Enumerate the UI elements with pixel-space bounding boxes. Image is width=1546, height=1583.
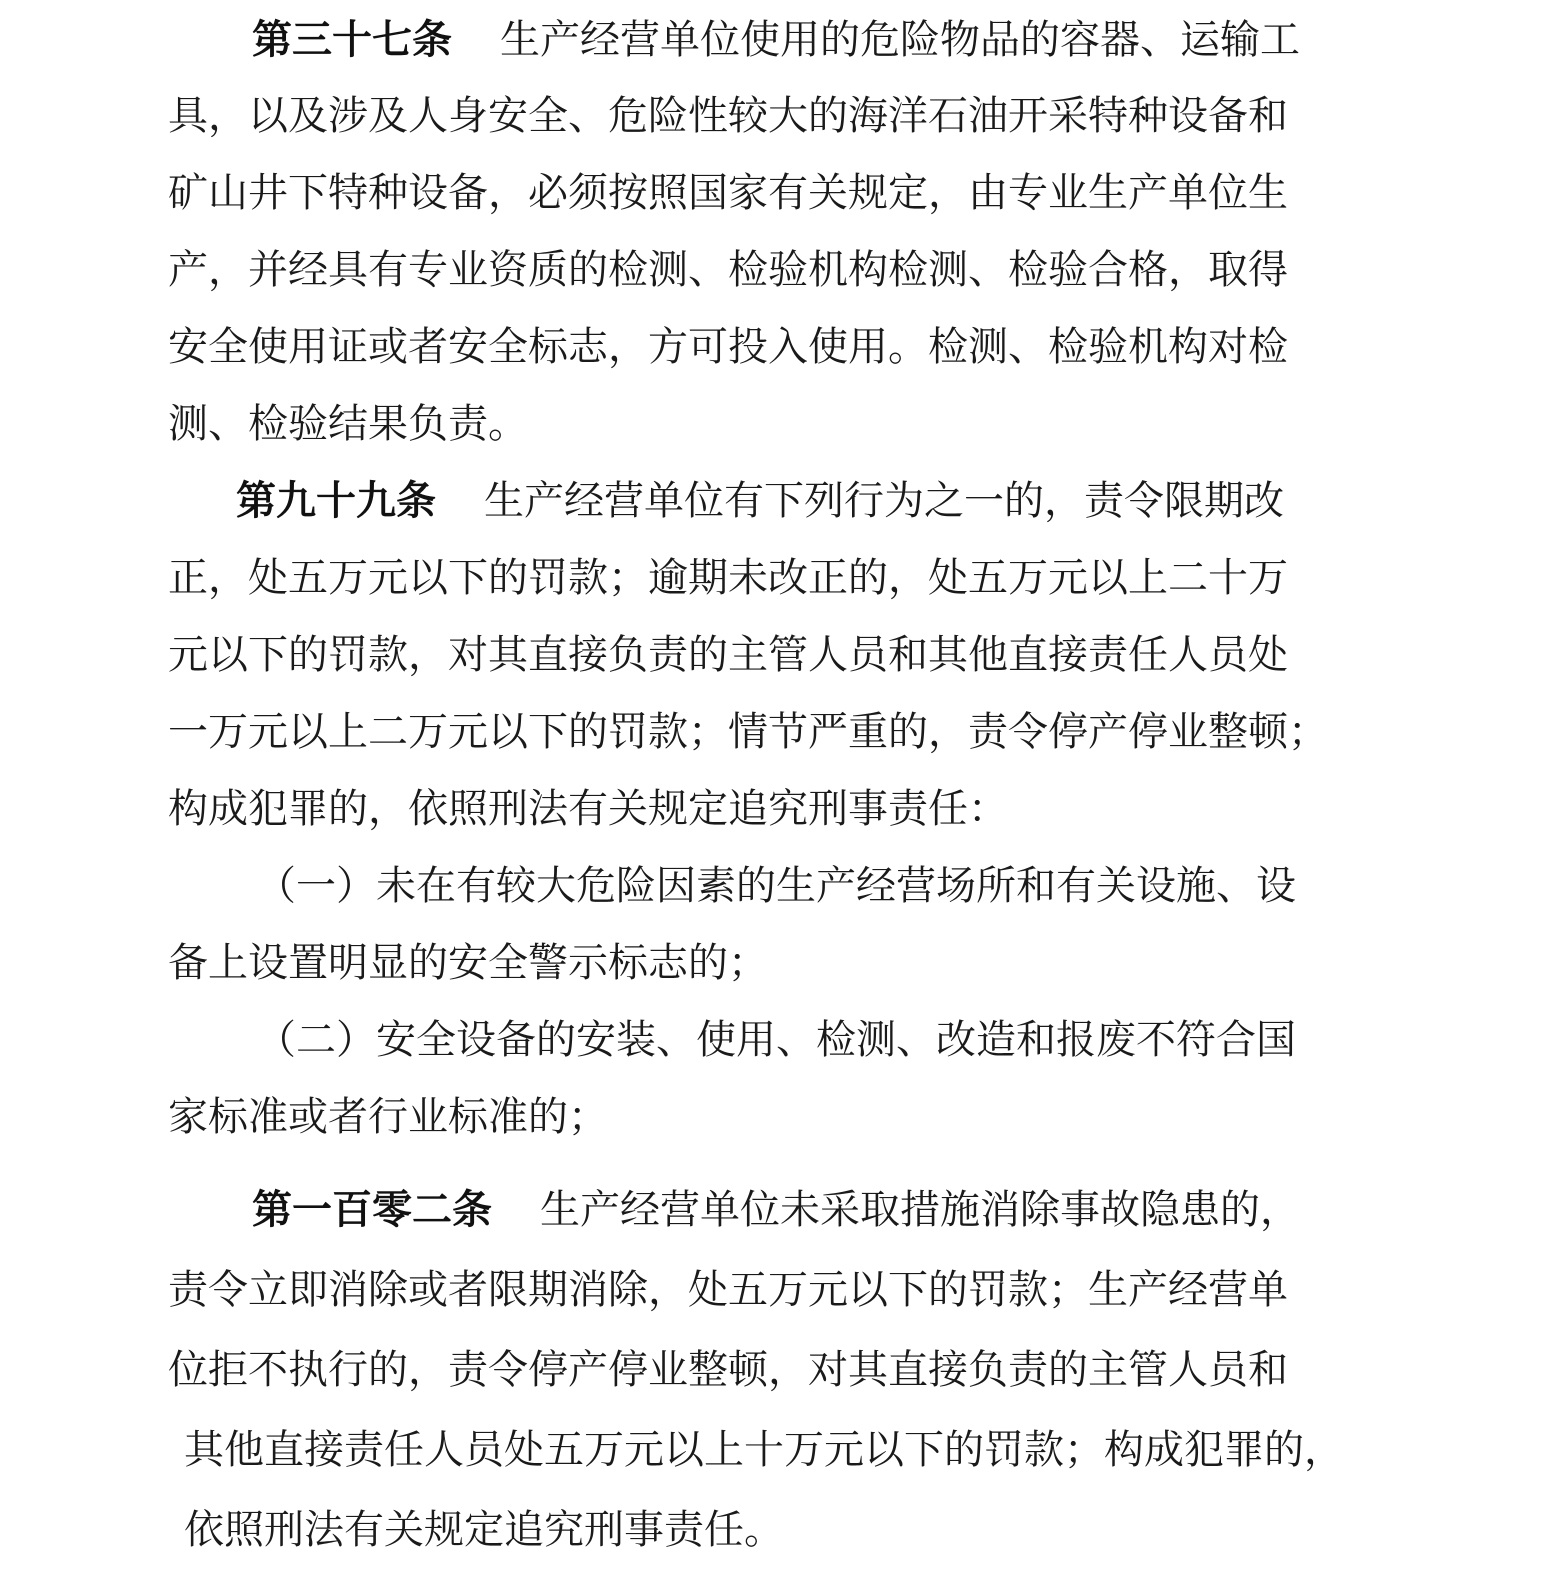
- article-99-heading: 第九十九条: [236, 478, 436, 524]
- article-37-text-line: 矿山井下特种设备，必须按照国家有关规定，由专业生产单位生: [168, 170, 1288, 216]
- article-102-text-line: 依照刑法有关规定追究刑事责任。: [184, 1507, 784, 1553]
- article-99-item-1-line: 备上设置明显的安全警示标志的；: [168, 940, 768, 986]
- article-99-text-line: 正，处五万元以下的罚款；逾期未改正的，处五万元以上二十万: [168, 555, 1288, 601]
- article-99-item-1-line: （一）未在有较大危险因素的生产经营场所和有关设施、设: [256, 863, 1296, 909]
- article-102-heading: 第一百零二条: [252, 1187, 492, 1233]
- article-102-text-line: 位拒不执行的，责令停产停业整顿，对其直接负责的主管人员和: [168, 1347, 1288, 1393]
- article-37-text-line: 安全使用证或者安全标志，方可投入使用。检测、检验机构对检: [168, 324, 1288, 370]
- article-99-item-2-line: 家标准或者行业标准的；: [168, 1094, 608, 1140]
- article-99-text-line: 元以下的罚款，对其直接负责的主管人员和其他直接责任人员处: [168, 632, 1288, 678]
- article-99-item-2-line: （二）安全设备的安装、使用、检测、改造和报废不符合国: [256, 1017, 1296, 1063]
- article-37-text-line: 具，以及涉及人身安全、危险性较大的海洋石油开采特种设备和: [168, 93, 1288, 139]
- article-102-first-line: [252, 1170, 1402, 1250]
- article-37-first-line: [252, 0, 1352, 80]
- article-37-heading: 第三十七条: [252, 17, 452, 63]
- article-99-text-line: 生产经营单位有下列行为之一的，责令限期改: [484, 478, 1284, 524]
- article-37-text-line: 测、检验结果负责。: [168, 401, 528, 447]
- article-99-first-line: [236, 461, 1366, 541]
- article-102-text-line: 生产经营单位未采取措施消除事故隐患的，: [540, 1187, 1300, 1233]
- article-37-text-line: 产，并经具有专业资质的检测、检验机构检测、检验合格，取得: [168, 247, 1288, 293]
- article-99-text-line: 构成犯罪的，依照刑法有关规定追究刑事责任：: [168, 786, 1008, 832]
- article-37-text-line: 生产经营单位使用的危险物品的容器、运输工: [500, 17, 1300, 63]
- article-102-text-line: 其他直接责任人员处五万元以上十万元以下的罚款；构成犯罪的，: [184, 1427, 1344, 1473]
- article-102-text-line: 责令立即消除或者限期消除，处五万元以下的罚款；生产经营单: [168, 1267, 1288, 1313]
- article-99-text-line: 一万元以上二万元以下的罚款；情节严重的，责令停产停业整顿；: [168, 709, 1328, 755]
